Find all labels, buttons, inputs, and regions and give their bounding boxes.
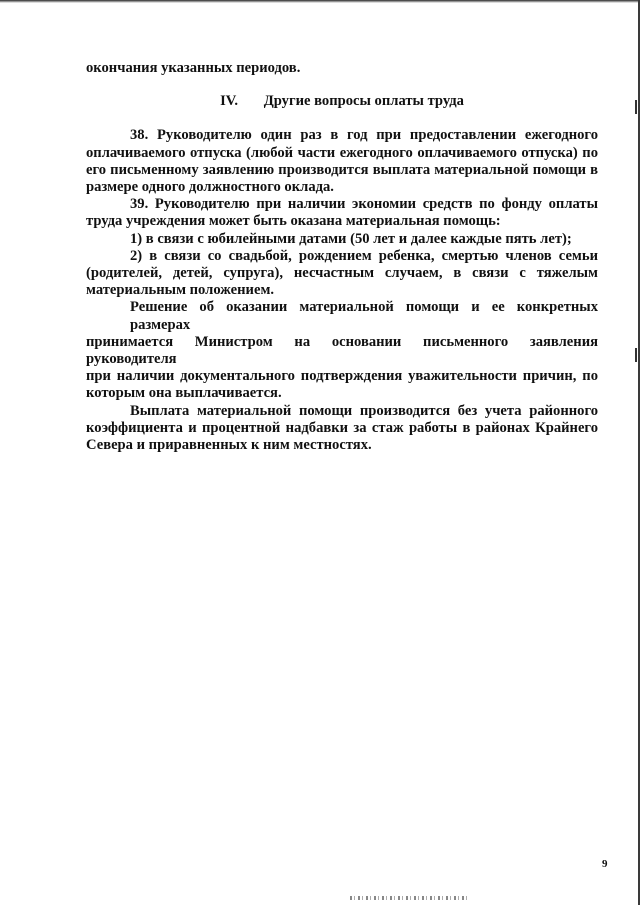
- paragraph-line: которым она выплачивается.: [86, 385, 282, 402]
- paragraph-line: коэффициента и процентной надбавки за стаж работы в районах Крайнего: [86, 419, 598, 436]
- paragraph-line: 1) в связи с юбилейными датами (50 лет и далее каждые пять лет);: [130, 230, 572, 247]
- paragraph-38: [86, 127, 598, 196]
- paragraph-line: 39. Руководителю при наличии экономии средств по фонду оплаты: [130, 196, 598, 213]
- paragraph-line: (родителей, детей, супруга), несчастным случаем, в связи с тяжелым: [86, 265, 598, 282]
- paragraph-payment: [86, 403, 598, 455]
- paragraph-39: [86, 196, 598, 230]
- margin-mark: [635, 100, 637, 114]
- document-body: [86, 60, 598, 454]
- continuation-line: окончания указанных периодов.: [86, 60, 301, 76]
- paragraph-line: оплачиваемого отпуска (любой части ежегодного оплачиваемого отпуска) по: [86, 144, 598, 161]
- page-number: 9: [602, 858, 608, 870]
- paragraph-line: размере одного должностного оклада.: [86, 179, 334, 196]
- paragraph-line: Севера и приравненных к ним местностях.: [86, 437, 372, 454]
- paragraph-line: при наличии документального подтверждения уважительности причин, по: [86, 368, 598, 385]
- paragraph-line: труда учреждения может быть оказана материальная помощь:: [86, 213, 501, 230]
- paragraph-line: Выплата материальной помощи производится без учета районного: [130, 402, 598, 419]
- paragraph-decision: [86, 299, 598, 402]
- list-item-1: [86, 231, 598, 248]
- margin-mark: [635, 348, 637, 362]
- paragraph-line: материальным положением.: [86, 282, 275, 299]
- paragraph-line: принимается Министром на основании письменного заявления руководителя: [86, 333, 598, 368]
- section-title: Другие вопросы оплаты труда: [263, 93, 464, 110]
- list-item-2: [86, 248, 598, 300]
- section-number: IV.: [220, 93, 239, 110]
- paragraph-line: 38. Руководителю один раз в год при предоставлении ежегодного: [130, 127, 598, 144]
- paragraph-line: его письменному заявлению производится выплата материальной помощи в: [86, 161, 598, 178]
- section-heading: [86, 93, 598, 110]
- paragraph-line: 2) в связи со свадьбой, рождением ребенка, смертью членов семьи: [130, 247, 598, 264]
- scan-artifact: [350, 896, 470, 900]
- paragraph-line: Решение об оказании материальной помощи и ее конкретных размерах: [130, 299, 598, 333]
- scan-top-edge: [0, 0, 640, 3]
